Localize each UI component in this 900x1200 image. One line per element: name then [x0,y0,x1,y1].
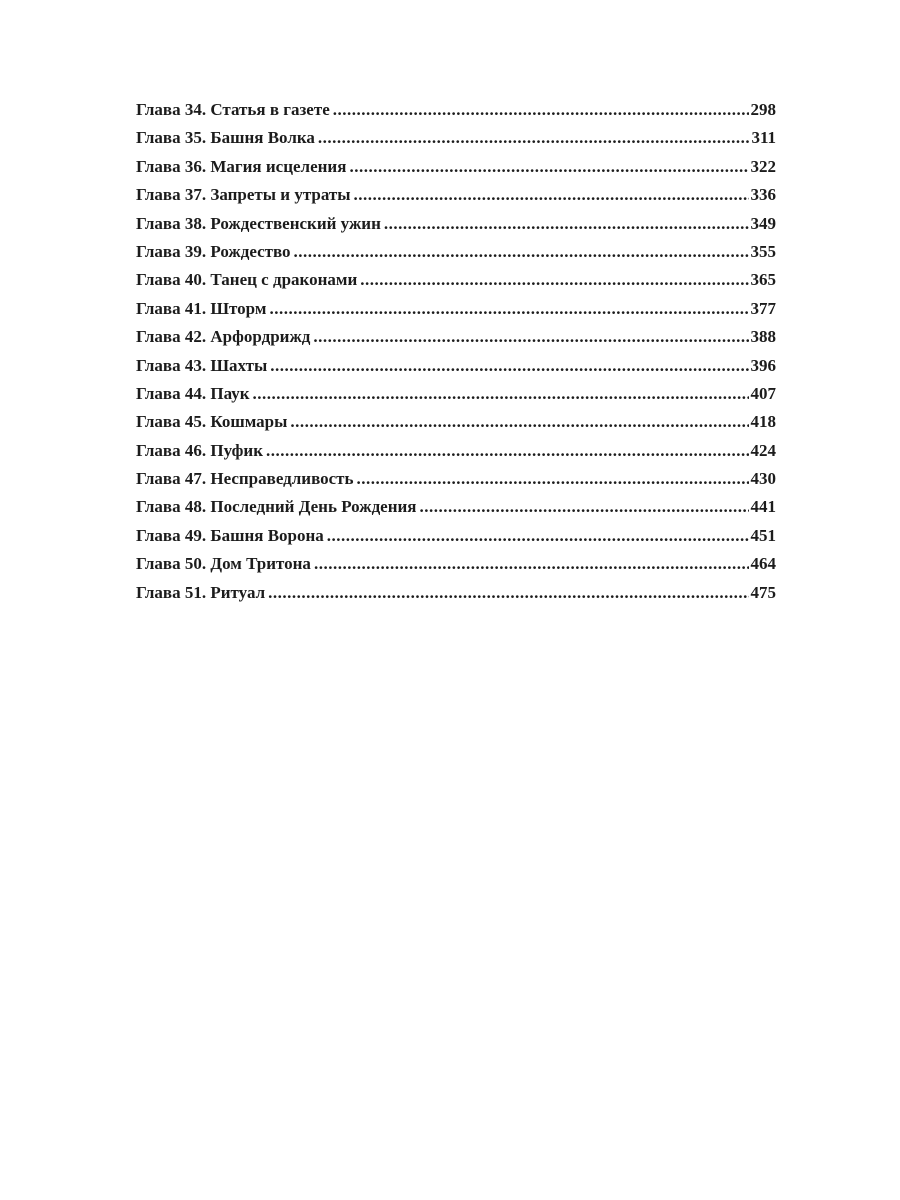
toc-entry-page: 396 [750,355,776,375]
toc-entry [136,214,776,242]
toc-entry [136,327,776,355]
toc-entry-title: Глава 35. Башня Волка [136,128,315,148]
toc-entry [136,384,776,412]
toc-entry-title: Глава 37. Запреты и утраты [136,185,351,205]
dot-leader [253,384,749,404]
dot-leader [294,242,749,262]
toc-entry-title: Глава 45. Кошмары [136,412,288,432]
toc-entry-title: Глава 36. Магия исцеления [136,156,347,176]
toc-entry [136,157,776,185]
toc-entry-page: 424 [750,440,776,460]
toc-entry-title: Глава 42. Арфордрижд [136,327,311,347]
toc-entry-page: 441 [750,497,776,517]
toc-entry-title: Глава 38. Рождественский ужин [136,213,381,233]
dot-leader [266,441,748,461]
toc-entry-title: Глава 39. Рождество [136,241,291,261]
toc-entry-title: Глава 44. Паук [136,383,250,403]
toc-entry [136,497,776,525]
toc-entry-page: 451 [750,525,776,545]
toc-entry [136,554,776,582]
dot-leader [270,356,748,376]
toc-entry-page: 349 [750,213,776,233]
toc-entry-title: Глава 43. Шахты [136,355,268,375]
dot-leader [420,497,749,517]
dot-leader [357,469,749,489]
toc-entry-title: Глава 50. Дом Тритона [136,554,311,574]
dot-leader [349,157,748,177]
dot-leader [314,554,749,574]
table-of-contents [136,100,776,611]
toc-entry [136,185,776,213]
toc-entry [136,412,776,440]
toc-entry-page: 464 [750,554,776,574]
toc-entry-page: 418 [750,412,776,432]
toc-entry-page: 311 [751,128,776,148]
dot-leader [269,299,748,319]
toc-entry-title: Глава 49. Башня Ворона [136,525,324,545]
dot-leader [384,214,749,234]
toc-entry [136,356,776,384]
dot-leader [354,185,749,205]
toc-entry [136,299,776,327]
toc-entry-page: 298 [750,100,776,119]
toc-entry-page: 388 [750,327,776,347]
toc-entry-title: Глава 48. Последний День Рождения [136,497,417,517]
toc-entry-page: 322 [750,156,776,176]
toc-entry [136,441,776,469]
dot-leader [318,128,750,148]
toc-entry-page: 430 [750,469,776,489]
toc-entry-title: Глава 34. Статья в газете [136,100,330,119]
toc-entry [136,526,776,554]
dot-leader [313,327,748,347]
toc-entry-page: 377 [750,298,776,318]
toc-entry [136,242,776,270]
toc-entry-title: Глава 40. Танец с драконами [136,270,358,290]
toc-entry [136,128,776,156]
dot-leader [290,412,748,432]
dot-leader [268,583,748,603]
toc-entry-title: Глава 51. Ритуал [136,582,266,602]
toc-entry [136,100,776,128]
toc-entry-page: 355 [750,241,776,261]
dot-leader [360,270,748,290]
toc-entry-page: 336 [750,185,776,205]
toc-entry-title: Глава 47. Несправедливость [136,469,354,489]
toc-entry-title: Глава 46. Пуфик [136,440,264,460]
toc-entry-page: 475 [750,582,776,602]
toc-entry [136,469,776,497]
dot-leader [327,526,749,546]
toc-entry-title: Глава 41. Шторм [136,298,267,318]
toc-entry [136,270,776,298]
toc-entry-page: 365 [750,270,776,290]
dot-leader [333,100,749,120]
toc-entry [136,583,776,611]
toc-entry-page: 407 [750,383,776,403]
